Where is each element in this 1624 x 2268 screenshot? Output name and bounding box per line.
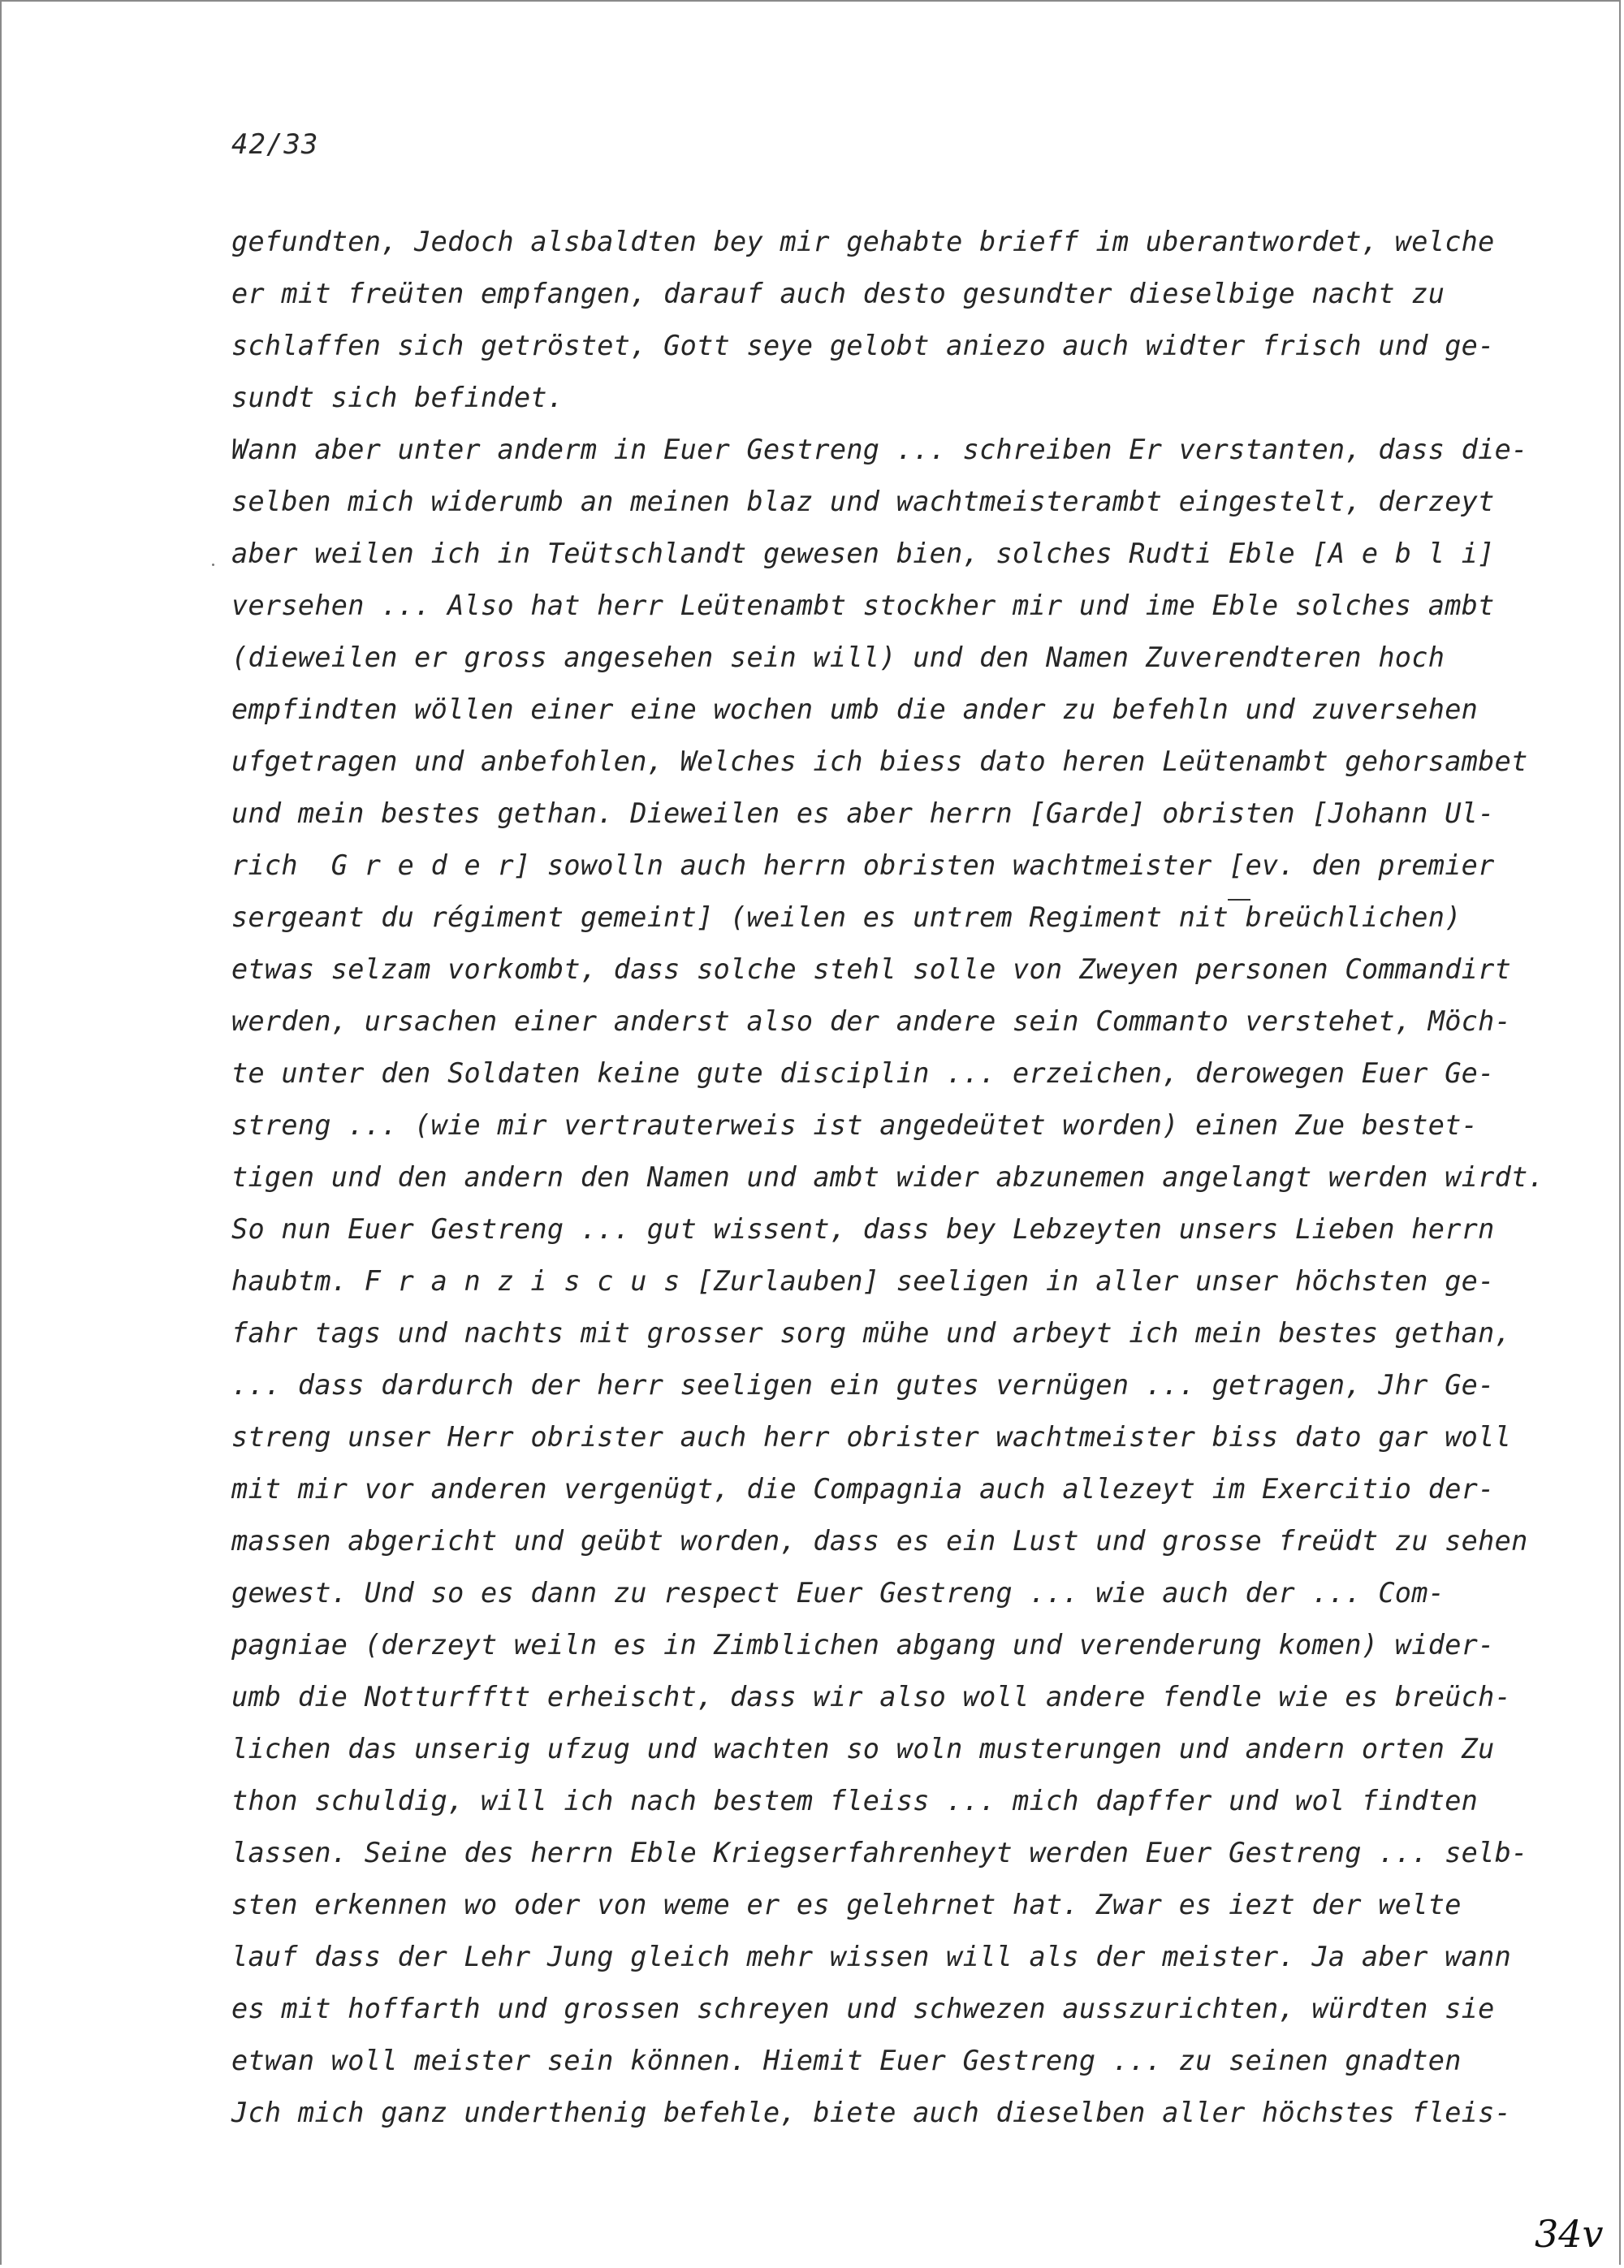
folio-mark: 34v — [1535, 2212, 1604, 2256]
text-line: ... dass dardurch der herr seeligen ein gutes vernügen ... getragen, Jhr Ge- — [231, 1369, 1495, 1401]
text-line: lauf dass der Lehr Jung gleich mehr wissen will als der meister. Ja aber wann — [231, 1941, 1512, 1972]
text-line: mit mir vor anderen vergenügt, die Compagnia auch allezeyt im Exercitio der- — [231, 1473, 1495, 1505]
text-line: werden, ursachen einer anderst also der andere sein Commanto verstehet, Möch- — [231, 1005, 1512, 1037]
text-line: versehen ... Also hat herr Leütenambt stockher mir und ime Eble solches ambt — [231, 590, 1495, 621]
text-line: lichen das unserig ufzug und wachten so woln musterungen und andern orten Zu — [231, 1733, 1495, 1765]
text-line: er mit freüten empfangen, darauf auch desto gesundter dieselbige nacht zu — [231, 278, 1445, 309]
text-line: pagniae (derzeyt weiln es in Zimblichen abgang und verenderung komen) wider- — [231, 1629, 1495, 1661]
text-line: rich G r e d e r] sowolln auch herrn obristen wachtmeister [ev. den premier — [231, 849, 1495, 881]
text-line: sundt sich befindet. — [231, 382, 564, 413]
text-line: thon schuldig, will ich nach bestem fleiss ... mich dapffer und wol findten — [231, 1785, 1479, 1817]
text-line: ufgetragen und anbefohlen, Welches ich biess dato heren Leütenambt gehorsambet — [231, 745, 1528, 777]
text-line: umb die Notturfftt erheischt, dass wir also woll andere fendle wie es breüch- — [231, 1681, 1512, 1713]
text-line: sten erkennen wo oder von weme er es gelehrnet hat. Zwar es iezt der welte — [231, 1889, 1462, 1920]
text-line: lassen. Seine des herrn Eble Kriegserfahrenheyt werden Euer Gestreng ... selb- — [231, 1837, 1528, 1868]
text-line: streng ... (wie mir vertrauterweis ist angedeütet worden) einen Zue bestet- — [231, 1109, 1479, 1141]
text-line: empfindten wöllen einer eine wochen umb die ander zu befehln und zuversehen — [231, 693, 1479, 725]
text-line: tigen und den andern den Namen und ambt wider abzunemen angelangt werden wirdt. — [231, 1161, 1545, 1193]
page-number: 42/33 — [231, 128, 319, 161]
text-line: und mein bestes gethan. Dieweilen es aber herrn [Garde] obristen [Johann Ul- — [231, 797, 1495, 829]
text-line: sergeant du régiment gemeint] (weilen es untrem Regiment nit breüchlichen) — [231, 901, 1462, 933]
text-line: aber weilen ich in Teütschlandt gewesen bien, solches Rudti Eble [A e b l i] — [231, 538, 1495, 569]
text-line: te unter den Soldaten keine gute disciplin ... erzeichen, derowegen Euer Ge- — [231, 1057, 1495, 1089]
text-line: haubtm. F r a n z i s c u s [Zurlauben] seeligen in aller unser höchsten ge- — [231, 1265, 1495, 1297]
text-line: es mit hoffarth und grossen schreyen und schwezen ausszurichten, würdten sie — [231, 1993, 1495, 2024]
text-line: schlaffen sich getröstet, Gott seye gelobt aniezo auch widter frisch und ge- — [231, 330, 1495, 361]
transcription-text — [231, 216, 1547, 2139]
text-line: etwan woll meister sein können. Hiemit Euer Gestreng ... zu seinen gnadten — [231, 2045, 1462, 2076]
text-line: streng unser Herr obrister auch herr obrister wachtmeister biss dato gar woll — [231, 1421, 1512, 1453]
text-line: etwas selzam vorkombt, dass solche stehl solle von Zweyen personen Commandirt — [231, 953, 1512, 985]
text-line: massen abgericht und geübt worden, dass es ein Lust und grosse freüdt zu sehen — [231, 1525, 1528, 1557]
text-line: Wann aber unter anderm in Euer Gestreng ... schreiben Er verstanten, dass die- — [231, 434, 1528, 465]
text-line: fahr tags und nachts mit grosser sorg mühe und arbeyt ich mein bestes gethan, — [231, 1317, 1512, 1349]
margin-mark — [212, 564, 214, 566]
text-line: gewest. Und so es dann zu respect Euer Gestreng ... wie auch der ... Com- — [231, 1577, 1445, 1609]
text-line: selben mich widerumb an meinen blaz und wachtmeisterambt eingestelt, derzeyt — [231, 486, 1495, 517]
text-line: gefundten, Jedoch alsbaldten bey mir gehabte brieff im uberantwordet, welche — [231, 226, 1495, 257]
text-line: Jch mich ganz underthenig befehle, biete auch dieselben aller höchstes fleis- — [231, 2097, 1512, 2128]
text-line: (dieweilen er gross angesehen sein will) und den Namen Zuverendteren hoch — [231, 642, 1445, 673]
text-line: So nun Euer Gestreng ... gut wissent, dass bey Lebzeyten unsers Lieben herrn — [231, 1213, 1495, 1245]
